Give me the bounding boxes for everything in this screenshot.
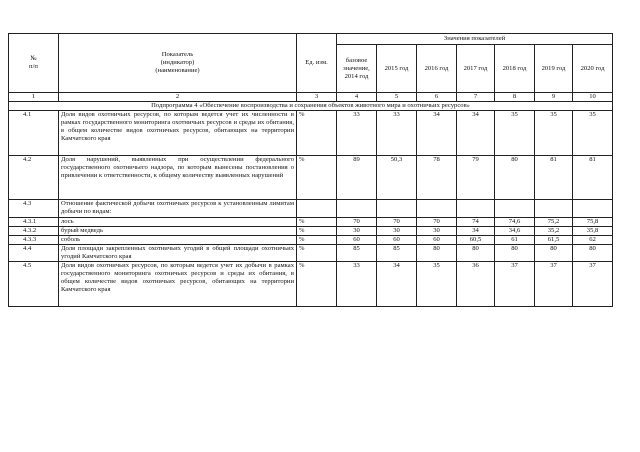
header-year-label: 2018 год: [502, 64, 527, 72]
table-row: [9, 200, 613, 218]
row-unit: %: [297, 111, 337, 156]
header-year-label: 2016 год: [424, 64, 449, 72]
row-value: [495, 200, 535, 218]
row-value: [377, 200, 417, 218]
header-indicator: [59, 34, 297, 93]
table-row: [9, 262, 613, 307]
row-value: 60: [337, 236, 377, 245]
row-indicator-text: лось: [59, 218, 297, 227]
row-value: 80: [573, 245, 613, 262]
column-number: 9: [535, 93, 573, 102]
row-value: 33: [377, 111, 417, 156]
row-number: 4.3.1: [9, 218, 59, 227]
row-value: 35: [495, 111, 535, 156]
row-value: 80: [495, 245, 535, 262]
row-value: 78: [417, 156, 457, 200]
row-value: 35,2: [535, 227, 573, 236]
row-value: [337, 200, 377, 218]
row-value: 80: [457, 245, 495, 262]
row-value: 60: [377, 236, 417, 245]
row-value: 80: [535, 245, 573, 262]
row-value: [417, 200, 457, 218]
row-value: 34: [417, 111, 457, 156]
header-values-group: [337, 34, 613, 45]
row-value: 33: [337, 111, 377, 156]
row-value: 35,8: [573, 227, 613, 236]
table-row: [9, 156, 613, 200]
row-value: 62: [573, 236, 613, 245]
document-page: [8, 33, 612, 307]
row-value: 70: [337, 218, 377, 227]
row-indicator-text: соболь: [59, 236, 297, 245]
row-value: 30: [417, 227, 457, 236]
row-unit: %: [297, 218, 337, 227]
table-row: [9, 245, 613, 262]
header-num: [9, 34, 59, 93]
row-value: 85: [337, 245, 377, 262]
row-number: 4.2: [9, 156, 59, 200]
row-number: 4.5: [9, 262, 59, 307]
column-number: 2: [59, 93, 297, 102]
row-indicator-text: бурый медведь: [59, 227, 297, 236]
header-base-year-label: базовое значение, 2014 год: [343, 56, 370, 80]
row-number: 4.3: [9, 200, 59, 218]
row-value: 34: [457, 227, 495, 236]
row-number: 4.4: [9, 245, 59, 262]
row-value: 34,6: [495, 227, 535, 236]
row-value: 85: [377, 245, 417, 262]
row-value: [535, 200, 573, 218]
header-year-2019: [535, 45, 573, 93]
row-number: 4.3.2: [9, 227, 59, 236]
column-number: 1: [9, 93, 59, 102]
header-year-label: 2019 год: [541, 64, 566, 72]
header-num-label: № п/п: [29, 55, 38, 70]
column-number: 4: [337, 93, 377, 102]
header-year-label: 2017 год: [463, 64, 488, 72]
header-year-2015: [377, 45, 417, 93]
row-value: 79: [457, 156, 495, 200]
subprogram-row: [9, 102, 613, 111]
header-year-2017: [457, 45, 495, 93]
row-value: 75,2: [535, 218, 573, 227]
header-year-label: 2020 год: [580, 64, 605, 72]
row-value: 81: [573, 156, 613, 200]
row-value: 75,8: [573, 218, 613, 227]
row-value: 70: [417, 218, 457, 227]
column-number-row: [9, 93, 613, 102]
row-indicator-text: Доля видов охотничьих ресурсов, по которым ведется учет их численности в рамках государственного мониторинга охотничьих ресурсов и среды их обитания, в общем количестве видов охотничьих ресурсов, обитающих на территории Камчатского края: [59, 111, 297, 156]
table-row: [9, 236, 613, 245]
row-value: 70: [377, 218, 417, 227]
row-value: 35: [573, 111, 613, 156]
row-indicator-text: Доля нарушений, выявленных при осуществлении федерального государственного охотничьего надзора, по которым вынесены постановления о привлечении к ответственности, к общему количеству выявленных нарушений: [59, 156, 297, 200]
row-value: 50,3: [377, 156, 417, 200]
column-number: 3: [297, 93, 337, 102]
header-row-1: [9, 34, 613, 45]
row-value: [573, 200, 613, 218]
row-indicator-text: Доля видов охотничьих ресурсов, по которым ведется учет их добычи в рамках государственного мониторинга охотничьих ресурсов и среды их обитания, в общем количестве видов охотничьих ресурсов, обитающих на территории Камчатского края: [59, 262, 297, 307]
column-number: 10: [573, 93, 613, 102]
row-value: 35: [535, 111, 573, 156]
table-row: [9, 218, 613, 227]
row-number: 4.3.3: [9, 236, 59, 245]
row-indicator-text: Отношение фактической добычи охотничьих ресурсов к установленным лимитам добычи по видам:: [59, 200, 297, 218]
row-value: 36: [457, 262, 495, 307]
row-value: 37: [535, 262, 573, 307]
header-values-group-label: Значения показателей: [443, 35, 506, 42]
column-number: 8: [495, 93, 535, 102]
header-year-2018: [495, 45, 535, 93]
row-value: 37: [495, 262, 535, 307]
row-value: 61,5: [535, 236, 573, 245]
row-value: 30: [337, 227, 377, 236]
row-number: 4.1: [9, 111, 59, 156]
row-value: 35: [417, 262, 457, 307]
column-number: 5: [377, 93, 417, 102]
column-number: 7: [457, 93, 495, 102]
row-value: 34: [377, 262, 417, 307]
row-unit: %: [297, 156, 337, 200]
row-value: 34: [457, 111, 495, 156]
table-row: [9, 227, 613, 236]
row-unit: %: [297, 245, 337, 262]
row-value: 61: [495, 236, 535, 245]
table-row: [9, 111, 613, 156]
row-value: 37: [573, 262, 613, 307]
row-value: 81: [535, 156, 573, 200]
row-unit: [297, 200, 337, 218]
row-unit: %: [297, 227, 337, 236]
row-unit: %: [297, 262, 337, 307]
row-value: 60,5: [457, 236, 495, 245]
subprogram-title: Подпрограмма 4 «Обеспечение воспроизводства и сохранения объектов животного мира и охотничьих ресурсов»: [9, 102, 613, 111]
row-value: 80: [495, 156, 535, 200]
row-value: 74,6: [495, 218, 535, 227]
header-unit-label: Ед. изм.: [305, 59, 328, 66]
row-indicator-text: Доля площади закрепленных охотничьих угодий в общей площади охотничьих угодий Камчатского края: [59, 245, 297, 262]
row-value: 60: [417, 236, 457, 245]
row-value: [457, 200, 495, 218]
header-base-year: [337, 45, 377, 93]
indicators-table: [8, 33, 613, 307]
row-value: 74: [457, 218, 495, 227]
column-number: 6: [417, 93, 457, 102]
row-value: 30: [377, 227, 417, 236]
row-value: 80: [417, 245, 457, 262]
row-unit: %: [297, 236, 337, 245]
header-year-label: 2015 год: [384, 64, 409, 72]
row-value: 89: [337, 156, 377, 200]
header-year-2016: [417, 45, 457, 93]
header-unit: [297, 34, 337, 93]
row-value: 33: [337, 262, 377, 307]
header-year-2020: [573, 45, 613, 93]
header-indicator-label: Показатель (индикатор) (наименование): [155, 51, 200, 74]
